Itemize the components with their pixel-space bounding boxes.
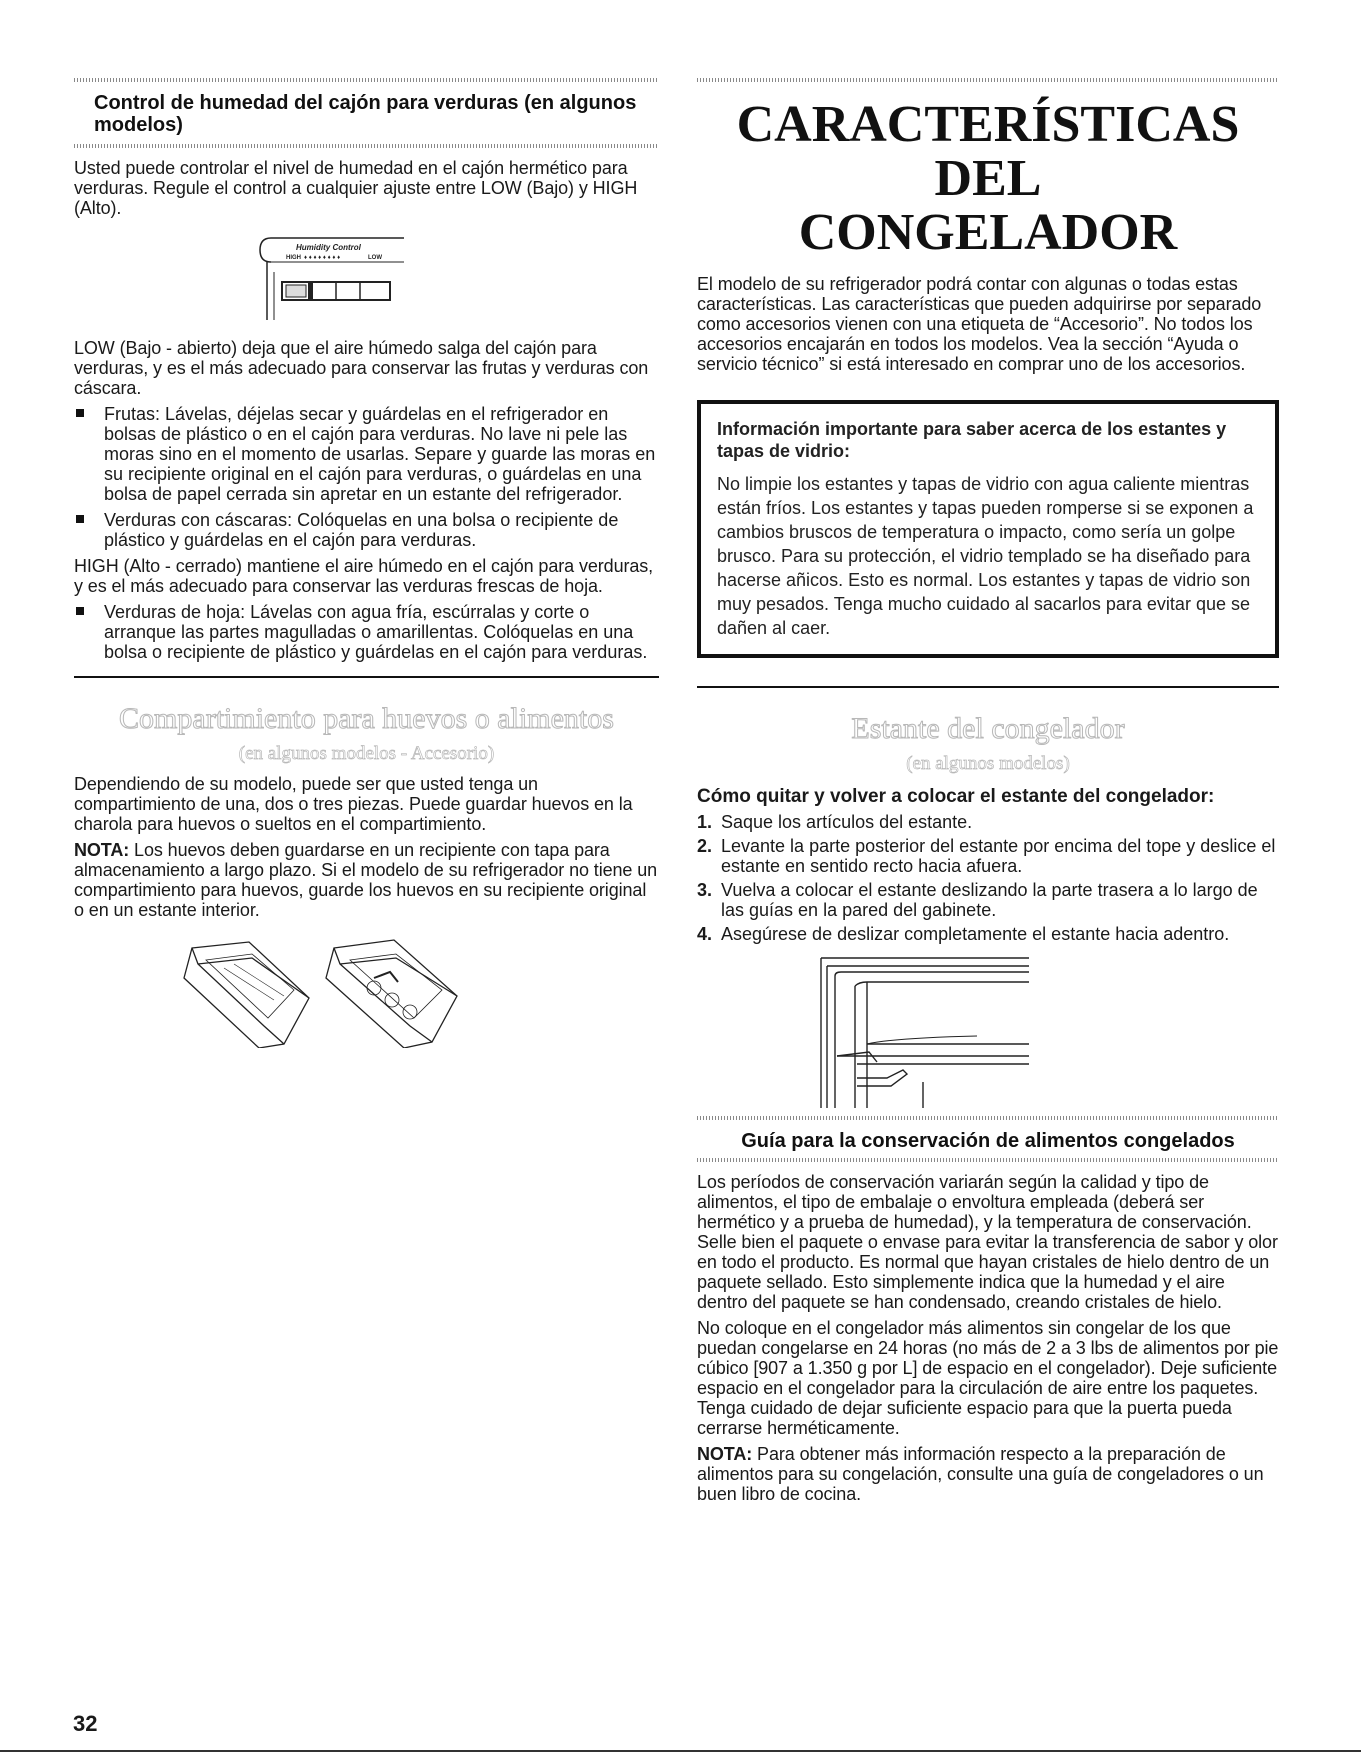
hatch-rule <box>74 78 659 82</box>
section-divider <box>697 686 1279 688</box>
step-text: Asegúrese de deslizar completamente el estante hacia adentro. <box>721 923 1230 944</box>
humidity-control-label: Humidity Control <box>296 243 361 252</box>
egg-note <box>74 840 659 920</box>
note-text: Para obtener más información respecto a la preparación de alimentos para su congelación, consulte una guía de congeladores o un buen libro de cocina. <box>697 1443 1264 1504</box>
note-label: NOTA: <box>697 1443 753 1464</box>
list-item: Frutas: Lávelas, déjelas secar y guárdelas en el refrigerador en bolsas de plástico o en el cajón para verduras. No lave ni pele las moras sino en el momento de usarlas. Separe y guarde las moras en su recipiente original en el cajón para verduras, o guárdelas en una bolsa de papel cerrada sin apretar en un estante del refrigerador. <box>74 404 659 504</box>
bottom-rule <box>0 1750 1361 1752</box>
high-bullet-list <box>74 602 659 662</box>
egg-paragraph: Dependiendo de su modelo, puede ser que usted tenga un compartimiento de una, dos o tres piezas. Puede guardar huevos en la charola para huevos o sueltos en el compartimiento. <box>74 774 633 834</box>
list-item: Verduras de hoja: Lávelas con agua fría, escúrralas y corte o arranque las partes magulladas o amarillentas. Colóquelas en una bolsa o recipiente de plástico y guárdelas en el cajón para verduras. <box>74 602 659 662</box>
warning-body: No limpie los estantes y tapas de vidrio con agua caliente mientras están fríos. Los estantes y tapas pueden romperse si se exponen a cambios bruscos de temperatura o impacto, como sería un golpe brusco. Para su protección, el vidrio templado se ha diseñado para hacerse añicos. Esto es normal. Los estantes y tapas de vidrio son muy pesados. Tenga mucho cuidado al sacarlos para evitar que se dañen al caer. <box>717 474 1254 638</box>
list-item: Verduras con cáscaras: Colóquelas en una bolsa o recipiente de plástico y guárdelas en el cajón para verduras. <box>74 510 659 550</box>
step-number: 2. <box>697 835 713 856</box>
list-item <box>697 836 1279 876</box>
step-number: 1. <box>697 811 713 832</box>
shelf-section-subtitle: (en algunos modelos) <box>906 752 1070 774</box>
page-title-line1: CARACTERÍSTICAS DEL <box>736 96 1240 207</box>
humidity-scale-low: LOW <box>368 255 382 261</box>
step-text: Levante la parte posterior del estante por encima del tope y deslice el estante en sentido recto hacia afuera. <box>721 835 1276 876</box>
humidity-scale-high: HIGH <box>286 255 301 261</box>
guide-paragraph-1: Los períodos de conservación variarán según la calidad y tipo de alimentos, el tipo de embalaje o envoltura empleada (deberá ser hermético y a prueba de humedad), y la temperatura de conservación. Selle bien el paquete o envase para evitar la transferencia de sabor y olor en todo el producto. Es normal que hayan cristales de hielo dentro de un paquete sellado. Esto simplemente indica que la humedad y el aire dentro del paquete se han condensado, creando cristales de hielo. <box>697 1171 1278 1312</box>
glass-shelf-warning-box <box>697 400 1279 658</box>
page-title-line2: CONGELADOR <box>798 204 1178 261</box>
freezer-intro: El modelo de su refrigerador podrá contar con algunas o todas estas características. Las características que pueden adquirirse por separado como accesorios vienen con una etiqueta de “Accesorio”. No todos los accesorios encajarán en todos los modelos. Vea la sección “Ayuda o servicio técnico” si está interesado en comprar uno de los accesorios. <box>697 274 1262 374</box>
low-paragraph: LOW (Bajo - abierto) deja que el aire húmedo salga del cajón para verduras, y es el más adecuado para conservar las frutas y verduras con cáscara. <box>74 338 649 398</box>
guide-note <box>697 1444 1279 1504</box>
freezer-shelf-illustration <box>697 952 1279 1112</box>
humidity-intro: Usted puede controlar el nivel de humedad en el cajón hermético para verduras. Regule el control a cualquier ajuste entre LOW (Bajo) y HIGH (Alto). <box>74 158 638 218</box>
guide-heading: Guía para la conservación de alimentos congelados <box>741 1129 1235 1152</box>
page-number: 32 <box>73 1711 98 1736</box>
shelf-section-title: Estante del congelador <box>851 711 1125 745</box>
egg-section-title: Compartimiento para huevos o alimentos <box>119 702 614 735</box>
list-item <box>697 924 1279 944</box>
low-bullet-list <box>74 404 659 550</box>
step-text: Vuelva a colocar el estante deslizando la parte trasera a lo largo de las guías en la pared del gabinete. <box>721 879 1258 920</box>
section-divider <box>74 676 659 678</box>
humidity-scale-dots: ♦ ♦ ♦ ♦ ♦ ♦ ♦ ♦ <box>304 255 341 261</box>
hatch-rule <box>697 78 1279 82</box>
high-paragraph: HIGH (Alto - cerrado) mantiene el aire húmedo en el cajón para verduras, y es el más adecuado para conservar las verduras frescas de hoja. <box>74 556 654 596</box>
right-column <box>697 78 1279 1504</box>
shelf-steps-list <box>697 812 1279 944</box>
egg-section-subtitle: (en algunos modelos - Accesorio) <box>238 743 495 764</box>
page-title <box>697 98 1279 260</box>
hatch-rule <box>74 144 659 148</box>
step-number: 4. <box>697 923 713 944</box>
hatch-rule <box>697 1116 1279 1120</box>
list-item <box>697 880 1279 920</box>
left-column <box>74 78 659 1048</box>
shelf-instructions-heading: Cómo quitar y volver a colocar el estante del congelador: <box>697 785 1215 807</box>
list-item <box>697 812 1279 832</box>
humidity-heading: Control de humedad del cajón para verduras (en algunos modelos) <box>94 92 637 136</box>
humidity-control-illustration <box>74 224 659 324</box>
note-text: Los huevos deben guardarse en un recipiente con tapa para almacenamiento a largo plazo. Si el modelo de su refrigerador no tiene un compartimiento para huevos, guarde los huevos en su recipiente original o en un estante interior. <box>74 840 658 920</box>
warning-title: Información importante para saber acerca de los estantes y tapas de vidrio: <box>717 419 1227 461</box>
step-number: 3. <box>697 879 713 900</box>
step-text: Saque los artículos del estante. <box>721 811 973 832</box>
hatch-rule <box>697 1158 1279 1162</box>
guide-paragraph-2: No coloque en el congelador más alimentos sin congelar de los que puedan congelarse en 24 horas (no más de 2 a 3 lbs de alimentos por pie cúbico [907 a 1.350 g por L] de espacio en el congelador). Deje suficiente espacio en el congelador para la circulación de aire entre los paquetes. Tenga cuidado de dejar suficiente espacio para que la puerta pueda cerrarse herméticamente. <box>697 1317 1279 1438</box>
egg-bin-illustration <box>74 938 659 1048</box>
note-label: NOTA: <box>74 840 130 860</box>
